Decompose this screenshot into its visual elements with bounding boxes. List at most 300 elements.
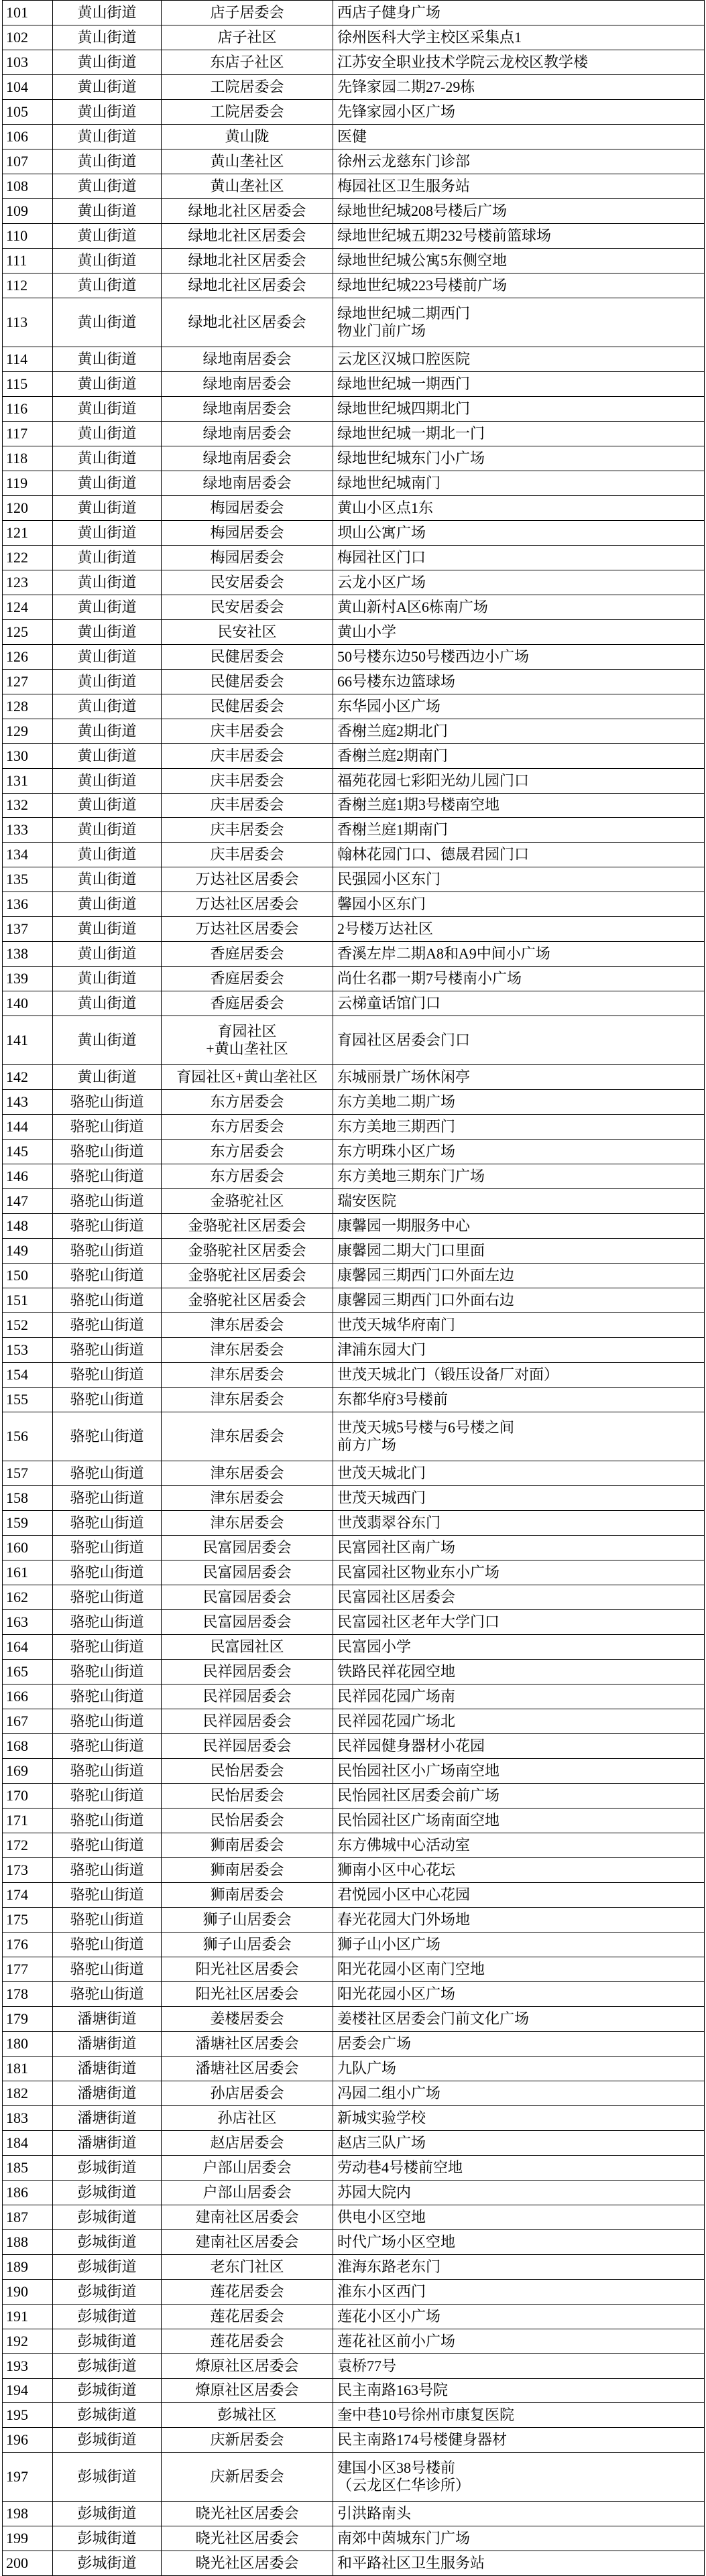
- row-number-cell: 196: [3, 2428, 53, 2453]
- address-cell: 劳动巷4号楼前空地: [333, 2155, 705, 2180]
- address-cell: 民富园社区南广场: [333, 1536, 705, 1560]
- row-number-cell: 159: [3, 1511, 53, 1536]
- community-cell: 民富园居委会: [162, 1585, 333, 1610]
- table-row: [3, 1115, 705, 1140]
- street-cell: 骆驼山街道: [53, 1239, 162, 1264]
- street-cell: 骆驼山街道: [53, 1412, 162, 1461]
- community-cell: 燎原社区居委会: [162, 2353, 333, 2378]
- row-number-cell: 195: [3, 2403, 53, 2428]
- street-cell: 骆驼山街道: [53, 1907, 162, 1932]
- address-cell: 先锋家园小区广场: [333, 99, 705, 124]
- address-cell: 云梯童话馆门口: [333, 991, 705, 1016]
- table-row: [3, 198, 705, 223]
- address-cell: 阳光花园小区南门空地: [333, 1957, 705, 1981]
- street-cell: 骆驼山街道: [53, 1957, 162, 1981]
- community-cell: 庆新居委会: [162, 2428, 333, 2453]
- community-cell: 绿地南居委会: [162, 347, 333, 371]
- address-cell: 民富园小学: [333, 1634, 705, 1659]
- table-row: [3, 371, 705, 396]
- table-row: [3, 1016, 705, 1065]
- street-cell: 骆驼山街道: [53, 1981, 162, 2006]
- address-cell: 时代广场小区空地: [333, 2229, 705, 2254]
- community-cell: 民怡居委会: [162, 1758, 333, 1783]
- row-number-cell: 189: [3, 2254, 53, 2279]
- row-number-cell: 123: [3, 570, 53, 595]
- row-number-cell: 197: [3, 2453, 53, 2502]
- street-cell: 黄山街道: [53, 892, 162, 917]
- community-cell: 民富园居委会: [162, 1536, 333, 1560]
- address-cell: 东方美地二期广场: [333, 1090, 705, 1115]
- table-row: [3, 1090, 705, 1115]
- table-row: [3, 421, 705, 446]
- table-row: [3, 1338, 705, 1363]
- row-number-cell: 158: [3, 1486, 53, 1511]
- row-number-cell: 157: [3, 1461, 53, 1486]
- address-cell: 梅园社区门口: [333, 545, 705, 570]
- table-row: [3, 2130, 705, 2155]
- row-number-cell: 199: [3, 2526, 53, 2551]
- street-cell: 黄山街道: [53, 768, 162, 793]
- community-cell: 狮南居委会: [162, 1882, 333, 1907]
- address-cell: 世茂翡翠谷东门: [333, 1511, 705, 1536]
- row-number-cell: 128: [3, 694, 53, 719]
- table-row: [3, 99, 705, 124]
- row-number-cell: 180: [3, 2031, 53, 2056]
- address-cell: 淮东小区西门: [333, 2279, 705, 2304]
- table-row: [3, 2229, 705, 2254]
- street-cell: 黄山街道: [53, 495, 162, 520]
- table-row: [3, 2403, 705, 2428]
- address-cell: 民祥园花园广场南: [333, 1684, 705, 1709]
- row-number-cell: 132: [3, 793, 53, 818]
- row-number-cell: 107: [3, 149, 53, 174]
- row-number-cell: 153: [3, 1338, 53, 1363]
- row-number-cell: 146: [3, 1164, 53, 1189]
- street-cell: 骆驼山街道: [53, 1264, 162, 1288]
- row-number-cell: 143: [3, 1090, 53, 1115]
- street-cell: 骆驼山街道: [53, 1511, 162, 1536]
- address-cell: 阳光花园小区广场: [333, 1981, 705, 2006]
- row-number-cell: 135: [3, 867, 53, 892]
- table-row: [3, 2031, 705, 2056]
- row-number-cell: 188: [3, 2229, 53, 2254]
- address-cell: 西店子健身广场: [333, 1, 705, 25]
- table-row: [3, 2205, 705, 2229]
- table-row: [3, 942, 705, 967]
- street-cell: 黄山街道: [53, 917, 162, 942]
- community-cell: 绿地南居委会: [162, 446, 333, 471]
- address-cell: 东方佛城中心活动室: [333, 1833, 705, 1857]
- community-cell: 民健居委会: [162, 644, 333, 669]
- address-cell: 世茂天城华府南门: [333, 1313, 705, 1338]
- address-cell: 云龙小区广场: [333, 570, 705, 595]
- row-number-cell: 125: [3, 619, 53, 644]
- row-number-cell: 139: [3, 967, 53, 991]
- street-cell: 彭城街道: [53, 2502, 162, 2526]
- community-cell: 民富园居委会: [162, 1609, 333, 1634]
- address-cell: 赵店三队广场: [333, 2130, 705, 2155]
- table-row: [3, 1907, 705, 1932]
- street-cell: 黄山街道: [53, 967, 162, 991]
- row-number-cell: 108: [3, 174, 53, 198]
- row-number-cell: 186: [3, 2180, 53, 2205]
- community-cell: 津东居委会: [162, 1511, 333, 1536]
- community-cell: 津东居委会: [162, 1461, 333, 1486]
- table-row: [3, 1189, 705, 1214]
- row-number-cell: 175: [3, 1907, 53, 1932]
- street-cell: 骆驼山街道: [53, 1388, 162, 1412]
- community-cell: 工院居委会: [162, 74, 333, 99]
- community-cell: 金骆驼社区居委会: [162, 1264, 333, 1288]
- street-cell: 彭城街道: [53, 2205, 162, 2229]
- row-number-cell: 190: [3, 2279, 53, 2304]
- address-cell: 黄山小学: [333, 619, 705, 644]
- row-number-cell: 185: [3, 2155, 53, 2180]
- address-cell: 坝山公寓广场: [333, 520, 705, 545]
- community-cell: 潘塘社区居委会: [162, 2031, 333, 2056]
- table-row: [3, 1783, 705, 1808]
- table-row: [3, 396, 705, 421]
- table-row: [3, 991, 705, 1016]
- row-number-cell: 140: [3, 991, 53, 1016]
- table-row: [3, 619, 705, 644]
- table-row: [3, 1239, 705, 1264]
- community-cell: 绿地南居委会: [162, 371, 333, 396]
- row-number-cell: 120: [3, 495, 53, 520]
- table-row: [3, 50, 705, 74]
- table-row: [3, 1264, 705, 1288]
- row-number-cell: 171: [3, 1808, 53, 1833]
- row-number-cell: 109: [3, 198, 53, 223]
- community-cell: 民祥园居委会: [162, 1709, 333, 1733]
- community-cell: 潘塘社区居委会: [162, 2056, 333, 2081]
- community-cell: 万达社区居委会: [162, 867, 333, 892]
- street-cell: 骆驼山街道: [53, 1461, 162, 1486]
- table-row: [3, 1461, 705, 1486]
- street-cell: 潘塘街道: [53, 2056, 162, 2081]
- row-number-cell: 129: [3, 719, 53, 743]
- row-number-cell: 166: [3, 1684, 53, 1709]
- row-number-cell: 192: [3, 2329, 53, 2353]
- address-cell: 世茂天城北门: [333, 1461, 705, 1486]
- table-body: [3, 1, 705, 2576]
- address-cell: 梅园社区卫生服务站: [333, 174, 705, 198]
- address-cell: 和平路社区卫生服务站: [333, 2551, 705, 2576]
- row-number-cell: 168: [3, 1733, 53, 1758]
- table-row: [3, 1758, 705, 1783]
- row-number-cell: 161: [3, 1560, 53, 1585]
- street-cell: 骆驼山街道: [53, 1932, 162, 1957]
- address-cell: 狮南小区中心花坛: [333, 1857, 705, 1882]
- community-cell: 老东门社区: [162, 2254, 333, 2279]
- street-cell: 骆驼山街道: [53, 1338, 162, 1363]
- table-row: [3, 471, 705, 495]
- address-cell: 民怡园社区广场南面空地: [333, 1808, 705, 1833]
- row-number-cell: 162: [3, 1585, 53, 1610]
- address-cell: 姜楼社区居委会门前文化广场: [333, 2006, 705, 2031]
- table-row: [3, 719, 705, 743]
- street-cell: 骆驼山街道: [53, 1486, 162, 1511]
- community-cell: 津东居委会: [162, 1486, 333, 1511]
- row-number-cell: 118: [3, 446, 53, 471]
- community-cell: 民祥园居委会: [162, 1733, 333, 1758]
- street-cell: 黄山街道: [53, 743, 162, 768]
- street-cell: 骆驼山街道: [53, 1634, 162, 1659]
- table-row: [3, 793, 705, 818]
- row-number-cell: 117: [3, 421, 53, 446]
- table-row: [3, 867, 705, 892]
- address-cell: 东方美地三期东门广场: [333, 1164, 705, 1189]
- address-cell: 奎中巷10号徐州市康复医院: [333, 2403, 705, 2428]
- community-cell: 庆丰居委会: [162, 818, 333, 843]
- address-cell: 绿地世纪城二期西门 物业门前广场: [333, 298, 705, 347]
- row-number-cell: 138: [3, 942, 53, 967]
- address-cell: 民富园社区居委会: [333, 1585, 705, 1610]
- address-cell: 翰林花园门口、德晟君园门口: [333, 843, 705, 867]
- street-cell: 骆驼山街道: [53, 1214, 162, 1239]
- address-cell: 尚仕名郡一期7号楼南小广场: [333, 967, 705, 991]
- community-cell: 津东居委会: [162, 1388, 333, 1412]
- row-number-cell: 102: [3, 25, 53, 50]
- row-number-cell: 106: [3, 124, 53, 149]
- table-row: [3, 248, 705, 273]
- street-cell: 潘塘街道: [53, 2006, 162, 2031]
- address-cell: 袁桥77号: [333, 2353, 705, 2378]
- row-number-cell: 193: [3, 2353, 53, 2378]
- row-number-cell: 177: [3, 1957, 53, 1981]
- address-cell: 东方明珠小区广场: [333, 1140, 705, 1164]
- street-cell: 黄山街道: [53, 50, 162, 74]
- table-row: [3, 1560, 705, 1585]
- community-cell: 绿地北社区居委会: [162, 298, 333, 347]
- address-cell: 康馨园一期服务中心: [333, 1214, 705, 1239]
- row-number-cell: 182: [3, 2081, 53, 2105]
- community-cell: 梅园居委会: [162, 520, 333, 545]
- table-row: [3, 149, 705, 174]
- table-row: [3, 1585, 705, 1610]
- address-cell: 津浦东园大门: [333, 1338, 705, 1363]
- row-number-cell: 183: [3, 2105, 53, 2130]
- street-cell: 黄山街道: [53, 694, 162, 719]
- address-cell: 云龙区汉城口腔医院: [333, 347, 705, 371]
- street-cell: 黄山街道: [53, 74, 162, 99]
- address-cell: 香溪左岸二期A8和A9中间小广场: [333, 942, 705, 967]
- row-number-cell: 121: [3, 520, 53, 545]
- row-number-cell: 122: [3, 545, 53, 570]
- row-number-cell: 142: [3, 1065, 53, 1090]
- community-cell: 狮南居委会: [162, 1833, 333, 1857]
- address-cell: 南郊中茵城东门广场: [333, 2526, 705, 2551]
- address-cell: 引洪路南头: [333, 2502, 705, 2526]
- table-row: [3, 520, 705, 545]
- community-cell: 狮南居委会: [162, 1857, 333, 1882]
- address-table: [2, 0, 705, 2576]
- row-number-cell: 198: [3, 2502, 53, 2526]
- address-cell: 馨园小区东门: [333, 892, 705, 917]
- community-cell: 民富园社区: [162, 1634, 333, 1659]
- community-cell: 东店子社区: [162, 50, 333, 74]
- community-cell: 阳光社区居委会: [162, 1957, 333, 1981]
- table-row: [3, 273, 705, 298]
- community-cell: 金骆驼社区: [162, 1189, 333, 1214]
- community-cell: 孙店社区: [162, 2105, 333, 2130]
- street-cell: 骆驼山街道: [53, 1115, 162, 1140]
- table-row: [3, 2279, 705, 2304]
- street-cell: 潘塘街道: [53, 2105, 162, 2130]
- table-row: [3, 1709, 705, 1733]
- address-cell: 绿地世纪城208号楼后广场: [333, 198, 705, 223]
- row-number-cell: 112: [3, 273, 53, 298]
- table-row: [3, 2081, 705, 2105]
- community-cell: 建南社区居委会: [162, 2229, 333, 2254]
- community-cell: 万达社区居委会: [162, 892, 333, 917]
- community-cell: 民健居委会: [162, 694, 333, 719]
- address-cell: 狮子山小区广场: [333, 1932, 705, 1957]
- street-cell: 黄山街道: [53, 25, 162, 50]
- table-row: [3, 1634, 705, 1659]
- row-number-cell: 113: [3, 298, 53, 347]
- table-row: [3, 25, 705, 50]
- row-number-cell: 200: [3, 2551, 53, 2576]
- table-row: [3, 1140, 705, 1164]
- address-cell: 九队广场: [333, 2056, 705, 2081]
- table-row: [3, 1609, 705, 1634]
- community-cell: 莲花居委会: [162, 2304, 333, 2329]
- row-number-cell: 144: [3, 1115, 53, 1140]
- table-row: [3, 2428, 705, 2453]
- street-cell: 黄山街道: [53, 149, 162, 174]
- community-cell: 狮子山居委会: [162, 1907, 333, 1932]
- address-cell: 淮海东路老东门: [333, 2254, 705, 2279]
- table-row: [3, 843, 705, 867]
- address-cell: 世茂天城5号楼与6号楼之间 前方广场: [333, 1412, 705, 1461]
- address-cell: 供电小区空地: [333, 2205, 705, 2229]
- table-row: [3, 1313, 705, 1338]
- table-row: [3, 1486, 705, 1511]
- address-cell: 民祥园健身器材小花园: [333, 1733, 705, 1758]
- community-cell: 阳光社区居委会: [162, 1981, 333, 2006]
- table-row: [3, 1, 705, 25]
- table-row: [3, 2453, 705, 2502]
- community-cell: 津东居委会: [162, 1412, 333, 1461]
- community-cell: 庆丰居委会: [162, 719, 333, 743]
- street-cell: 黄山街道: [53, 298, 162, 347]
- community-cell: 黄山陇: [162, 124, 333, 149]
- row-number-cell: 160: [3, 1536, 53, 1560]
- row-number-cell: 114: [3, 347, 53, 371]
- row-number-cell: 152: [3, 1313, 53, 1338]
- address-cell: 康馨园二期大门口里面: [333, 1239, 705, 1264]
- community-cell: 户部山居委会: [162, 2155, 333, 2180]
- street-cell: 黄山街道: [53, 843, 162, 867]
- table-row: [3, 768, 705, 793]
- row-number-cell: 149: [3, 1239, 53, 1264]
- address-cell: 江苏安全职业技术学院云龙校区教学楼: [333, 50, 705, 74]
- address-cell: 苏园大院内: [333, 2180, 705, 2205]
- street-cell: 黄山街道: [53, 942, 162, 967]
- row-number-cell: 173: [3, 1857, 53, 1882]
- address-cell: 福苑花园七彩阳光幼儿园门口: [333, 768, 705, 793]
- row-number-cell: 178: [3, 1981, 53, 2006]
- community-cell: 店子社区: [162, 25, 333, 50]
- community-cell: 梅园居委会: [162, 495, 333, 520]
- community-cell: 民怡居委会: [162, 1783, 333, 1808]
- community-cell: 绿地北社区居委会: [162, 223, 333, 248]
- community-cell: 梅园居委会: [162, 545, 333, 570]
- street-cell: 骆驼山街道: [53, 1140, 162, 1164]
- row-number-cell: 141: [3, 1016, 53, 1065]
- table-row: [3, 2329, 705, 2353]
- row-number-cell: 163: [3, 1609, 53, 1634]
- table-row: [3, 2353, 705, 2378]
- address-cell: 50号楼东边50号楼西边小广场: [333, 644, 705, 669]
- street-cell: 骆驼山街道: [53, 1288, 162, 1313]
- street-cell: 黄山街道: [53, 1, 162, 25]
- address-cell: 绿地世纪城南门: [333, 471, 705, 495]
- community-cell: 育园社区+黄山垄社区: [162, 1065, 333, 1090]
- street-cell: 黄山街道: [53, 1016, 162, 1065]
- address-cell: 莲花社区前小广场: [333, 2329, 705, 2353]
- community-cell: 香庭居委会: [162, 991, 333, 1016]
- table-row: [3, 124, 705, 149]
- row-number-cell: 134: [3, 843, 53, 867]
- table-row: [3, 446, 705, 471]
- table-row: [3, 1412, 705, 1461]
- address-cell: 冯园二组小广场: [333, 2081, 705, 2105]
- street-cell: 彭城街道: [53, 2353, 162, 2378]
- street-cell: 骆驼山街道: [53, 1189, 162, 1214]
- address-cell: 绿地世纪城公寓5东侧空地: [333, 248, 705, 273]
- community-cell: 建南社区居委会: [162, 2205, 333, 2229]
- address-cell: 居委会广场: [333, 2031, 705, 2056]
- street-cell: 黄山街道: [53, 396, 162, 421]
- table-row: [3, 917, 705, 942]
- table-row: [3, 694, 705, 719]
- street-cell: 骆驼山街道: [53, 1090, 162, 1115]
- street-cell: 黄山街道: [53, 570, 162, 595]
- address-cell: 春光花园大门外场地: [333, 1907, 705, 1932]
- street-cell: 彭城街道: [53, 2378, 162, 2403]
- row-number-cell: 169: [3, 1758, 53, 1783]
- table-row: [3, 298, 705, 347]
- row-number-cell: 164: [3, 1634, 53, 1659]
- table-row: [3, 892, 705, 917]
- table-row: [3, 669, 705, 694]
- address-cell: 66号楼东边篮球场: [333, 669, 705, 694]
- row-number-cell: 119: [3, 471, 53, 495]
- street-cell: 骆驼山街道: [53, 1733, 162, 1758]
- community-cell: 绿地南居委会: [162, 396, 333, 421]
- row-number-cell: 116: [3, 396, 53, 421]
- address-cell: 绿地世纪城五期232号楼前篮球场: [333, 223, 705, 248]
- street-cell: 黄山街道: [53, 991, 162, 1016]
- address-cell: 东华园小区广场: [333, 694, 705, 719]
- community-cell: 晓光社区居委会: [162, 2526, 333, 2551]
- row-number-cell: 104: [3, 74, 53, 99]
- row-number-cell: 115: [3, 371, 53, 396]
- row-number-cell: 111: [3, 248, 53, 273]
- community-cell: 莲花居委会: [162, 2279, 333, 2304]
- street-cell: 彭城街道: [53, 2453, 162, 2502]
- street-cell: 彭城街道: [53, 2428, 162, 2453]
- row-number-cell: 181: [3, 2056, 53, 2081]
- address-cell: 香榭兰庭2期北门: [333, 719, 705, 743]
- street-cell: 骆驼山街道: [53, 1536, 162, 1560]
- address-cell: 民主南路163号院: [333, 2378, 705, 2403]
- street-cell: 彭城街道: [53, 2551, 162, 2576]
- table-row: [3, 644, 705, 669]
- table-row: [3, 1164, 705, 1189]
